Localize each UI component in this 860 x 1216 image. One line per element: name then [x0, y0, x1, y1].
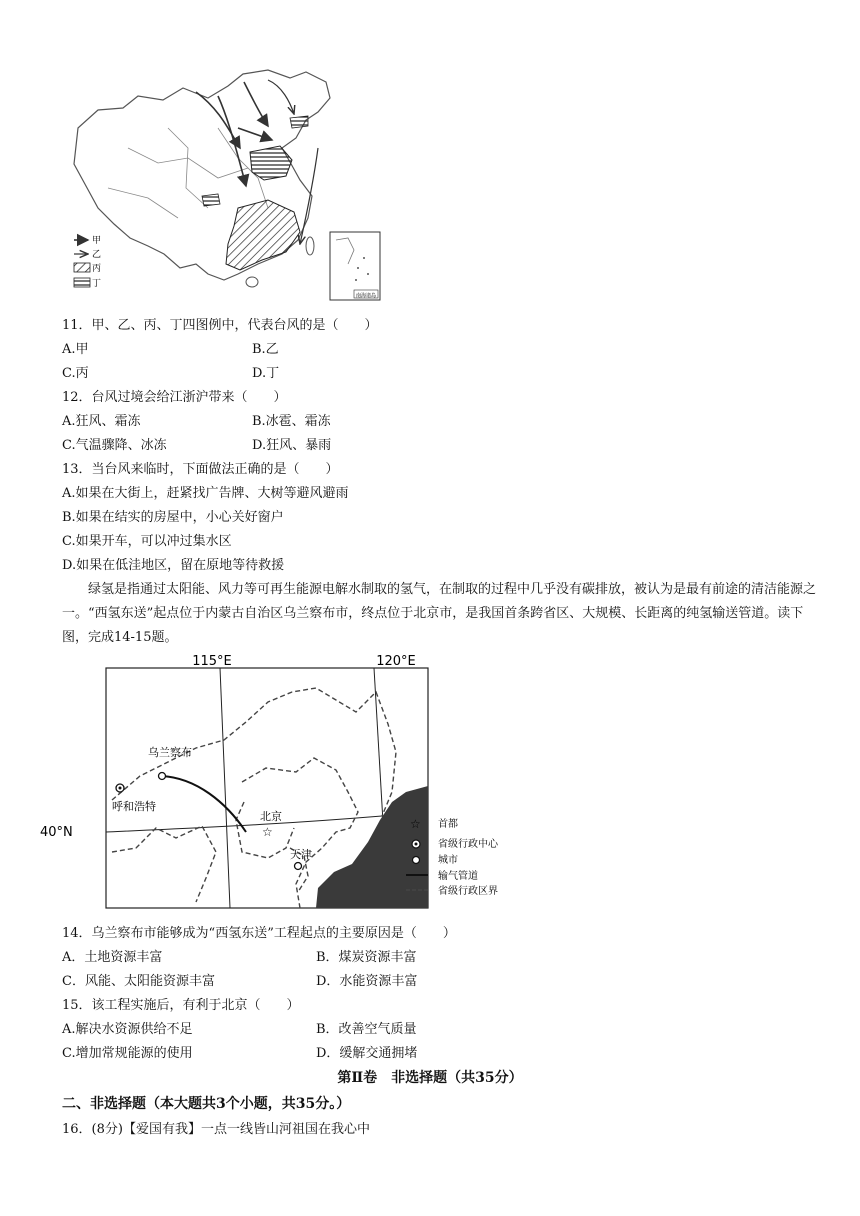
lon-120-label: 120°E — [376, 654, 416, 669]
part2-title: 第Ⅱ卷 非选择题（共35分） — [337, 1070, 523, 1086]
q15-option-a[interactable]: A.解决水资源供给不足 — [62, 1022, 193, 1037]
lon-115-label: 115°E — [192, 654, 232, 669]
huhehaote-label: 呼和浩特 — [112, 800, 156, 813]
legend-pipeline: 输气管道 — [438, 871, 478, 882]
legend-capital: 首都 — [438, 819, 458, 830]
q13-option-d[interactable]: D.如果在低洼地区，留在原地等待救援 — [62, 558, 285, 573]
q13-option-b[interactable]: B.如果在结实的房屋中，小心关好窗户 — [62, 510, 284, 525]
q11-option-c[interactable]: C.丙 — [62, 366, 89, 381]
china-outline — [74, 70, 330, 280]
q12-option-b[interactable]: B.冰雹、霜冻 — [252, 414, 331, 429]
q12-option-d[interactable]: D.狂风、暴雨 — [252, 438, 332, 453]
ding-region-ne — [290, 116, 308, 128]
q12-option-a[interactable]: A.狂风、霜冻 — [62, 414, 141, 429]
legend-provincial-center: 省级行政中心 — [438, 839, 498, 850]
beijing-label: 北京 — [260, 810, 282, 823]
q13-option-a[interactable]: A.如果在大街上，赶紧找广告牌、大树等避风避雨 — [62, 486, 349, 501]
q16-stem: 16．(8分)【爱国有我】一点一线皆山河祖国在我心中 — [62, 1122, 370, 1137]
jia-arrow-4 — [244, 82, 268, 126]
q14-option-c[interactable]: C．风能、太阳能资源丰富 — [62, 974, 215, 989]
jia-arrow-3 — [238, 128, 272, 140]
legend-bing: 丙 — [92, 264, 102, 274]
q14-option-a[interactable]: A．土地资源丰富 — [62, 950, 163, 965]
passage-text: 绿氢是指通过太阳能、风力等可再生能源电解水制取的氢气，在制取的过程中几乎没有碳排放，被认为是最有前途的清洁能源之一。“西氢东送”起点位于内蒙古自治区乌兰察布市，终点位于北京市，是我国首条跨省区、大规模、长距离的纯氢输送管道。读下图，完成14-15题。 — [62, 582, 817, 645]
legend-jia: 甲 — [92, 236, 102, 246]
ding-region — [250, 146, 292, 180]
q15-option-b[interactable]: B．改善空气质量 — [316, 1022, 417, 1037]
q15-stem: 15．该工程实施后，有利于北京（ ） — [62, 998, 300, 1013]
legend-yi: 乙 — [92, 250, 102, 260]
section2-title: 二、非选择题（本大题共3个小题，共35分。） — [62, 1096, 351, 1112]
jia-arrow-2 — [218, 96, 246, 186]
passage-block — [62, 578, 822, 650]
q14-stem: 14．乌兰察布市能够成为“西氢东送”工程起点的主要原因是（ ） — [62, 926, 456, 941]
legend-city: 城市 — [438, 855, 458, 866]
ding-region-small — [202, 194, 220, 206]
tianjin-label: 天津 — [290, 848, 312, 861]
wulanchabu-dot — [159, 773, 166, 780]
pipeline-map — [36, 652, 516, 914]
q11-stem: 11．甲、乙、丙、丁四图例中，代表台风的是（ ） — [62, 318, 378, 333]
legend-province-border: 省级行政区界 — [438, 886, 498, 897]
q11-option-b[interactable]: B.乙 — [252, 342, 279, 357]
q13-stem: 13．当台风来临时，下面做法正确的是（ ） — [62, 462, 339, 477]
q15-option-d[interactable]: D．缓解交通拥堵 — [316, 1046, 418, 1061]
china-typhoon-map — [68, 68, 386, 304]
legend-capital-icon: ☆ — [410, 817, 421, 831]
yi-arrow-1 — [300, 148, 318, 244]
q15-option-c[interactable]: C.增加常规能源的使用 — [62, 1046, 193, 1061]
q14-option-d[interactable]: D．水能资源丰富 — [316, 974, 418, 989]
legend-ding: 丁 — [92, 279, 102, 289]
lat-40-label: 40°N — [40, 825, 73, 840]
beijing-star: ☆ — [262, 825, 273, 839]
yi-arrow-2 — [268, 80, 294, 114]
q14-option-b[interactable]: B．煤炭资源丰富 — [316, 950, 417, 965]
q13-option-c[interactable]: C.如果开车，可以冲过集水区 — [62, 534, 232, 549]
q11-option-a[interactable]: A.甲 — [62, 342, 89, 357]
q12-stem: 12．台风过境会给江浙沪带来（ ） — [62, 390, 287, 405]
bing-region — [226, 200, 300, 270]
wulanchabu-label: 乌兰察布 — [148, 746, 192, 759]
inset-label: 南海诸岛 — [355, 293, 377, 299]
q11-option-d[interactable]: D.丁 — [252, 366, 280, 381]
q12-option-c[interactable]: C.气温骤降、冰冻 — [62, 438, 167, 453]
